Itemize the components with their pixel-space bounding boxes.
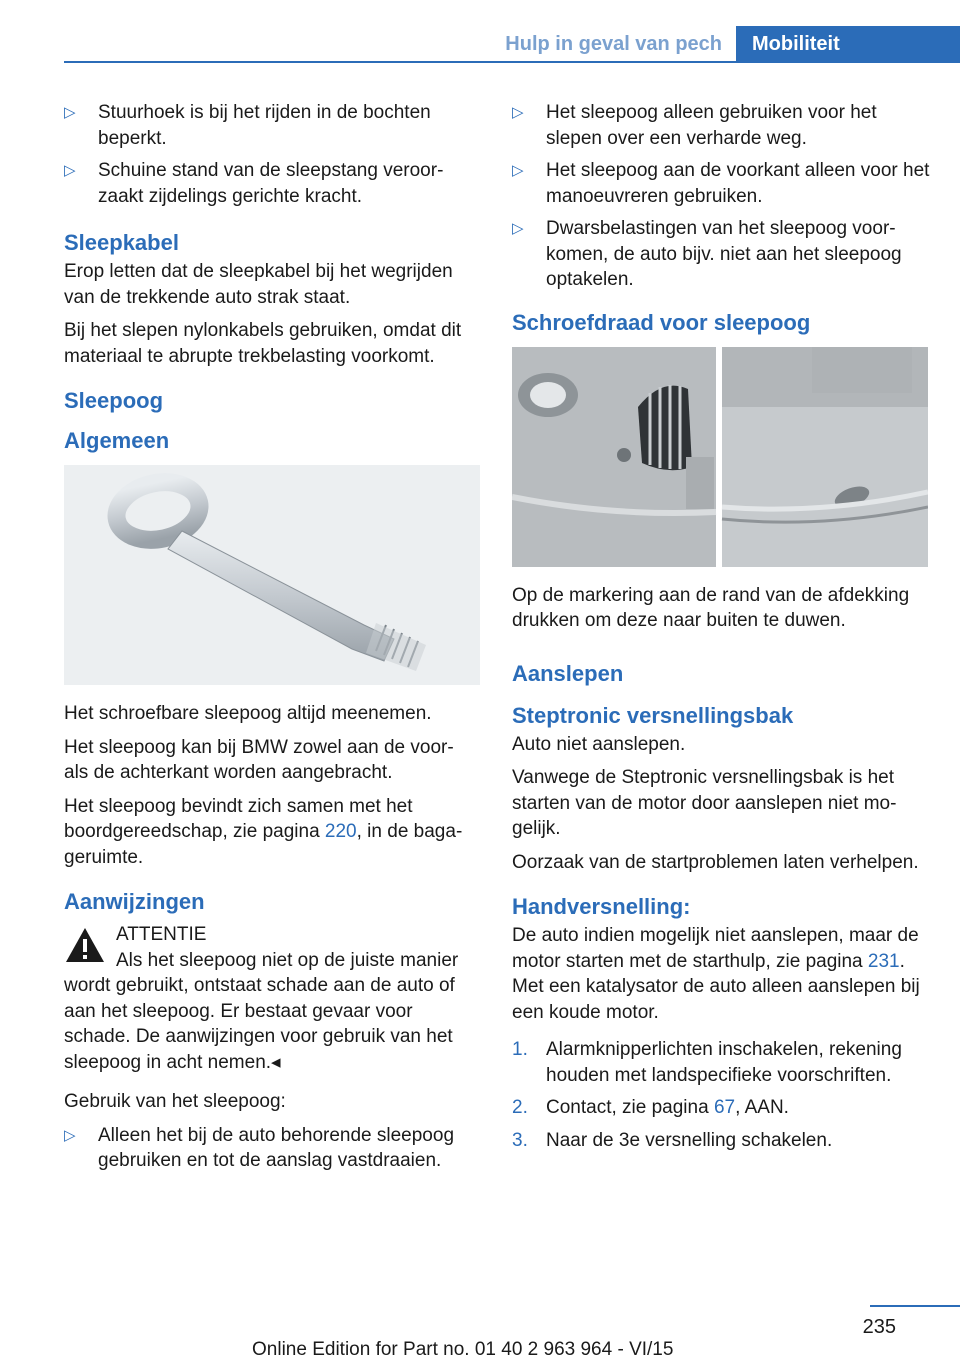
list-item: ▷ Schuine stand van de sleepstang veroorzaakt zijdelings gerichte kracht.	[64, 160, 444, 207]
list-item: 3. Naar de 3e versnelling schakelen.	[512, 1129, 833, 1151]
heading-sleepoog: Sleepoog	[64, 388, 164, 413]
paragraph: Erop letten dat de sleepkabel bij het wegrijden van de trekkende auto strak staat.	[64, 261, 453, 308]
heading-schroefdraad: Schroefdraad voor sleepoog	[512, 309, 811, 335]
list-item: ▷ Stuurhoek is bij het rijden in de bochten beperkt.	[64, 102, 431, 149]
list-item: ▷ Dwarsbelastingen van het sleepoog voorkomen, de auto bijv. niet aan het sleepoog optakelen.	[512, 218, 902, 290]
paragraph: Bij het slepen nylonkabels gebruiken, omdat dit materiaal te abrupte trekbelasting voorkomt.	[64, 320, 462, 367]
warning-box	[64, 922, 482, 1075]
page-link-220[interactable]: 220	[324, 821, 357, 842]
paragraph: Het sleepoog kan bij BMW zowel aan de voor- als de achterkant worden aangebracht.	[64, 736, 454, 783]
triangle-bullet-icon: ▷	[64, 162, 76, 179]
page-link-67[interactable]: 67	[713, 1097, 736, 1118]
heading-handversnelling: Handversnelling:	[512, 894, 691, 919]
header-section-title: Hulp in geval van pech	[505, 33, 722, 55]
warning-text: wordt gebruikt, ontstaat schade aan de auto of aan het sleepoog. Er bestaat gevaar voor schade. De aanwijzingen voor gebruik van het sleepoog in acht nemen.◂	[64, 975, 455, 1073]
header-chapter-tab: Mobiliteit	[736, 26, 960, 62]
bullet-list-top-left	[64, 100, 482, 209]
bullet-list-top-right	[512, 100, 930, 293]
list-item: ▷ Alleen het bij de auto behorende sleepoog gebruiken en tot de aanslag vastdraaien.	[64, 1124, 455, 1171]
warning-text-first-line: Als het sleepoog niet op de juiste manier	[116, 949, 459, 971]
car-bumper-icon	[512, 347, 928, 567]
page-number: 235	[862, 1316, 896, 1338]
heading-algemeen: Algemeen	[64, 428, 170, 453]
list-item: ▷ Het sleepoog aan de voorkant alleen voor het manoeuvreren gebruiken.	[512, 160, 930, 207]
paragraph: Op de markering aan de rand van de afdekking drukken om deze naar buiten te duwen.	[512, 584, 910, 631]
triangle-bullet-icon: ▷	[64, 1126, 76, 1144]
footer-edition: Online Edition for Part no. 01 40 2 963 964 - VI/15	[252, 1339, 674, 1360]
bumper-photo	[512, 347, 928, 567]
bullet-list-bottom-left	[64, 1123, 482, 1174]
paragraph: Het schroefbare sleepoog altijd meenemen.	[64, 703, 432, 724]
paragraph: Vanwege de Steptronic versnellingsbak is het starten van de motor door aanslepen niet mogelijk.	[512, 767, 897, 839]
paragraph: Het sleepoog bevindt zich samen met het boordgereedschap, zie pagina 220, in de bagageruimte.	[64, 795, 463, 868]
header-rule	[64, 61, 960, 63]
tow-eye-illustration	[64, 465, 480, 685]
right-column	[512, 100, 930, 1160]
paragraph: Auto niet aanslepen.	[512, 733, 686, 755]
warning-triangle-icon	[64, 926, 106, 964]
heading-aanslepen: Aanslepen	[512, 660, 624, 686]
paragraph: Gebruik van het sleepoog:	[64, 1091, 286, 1112]
heading-sleepkabel: Sleepkabel	[64, 230, 179, 255]
paragraph: De auto indien mogelijk niet aanslepen, maar de motor starten met de starthulp, zie pagina 231. Met een katalysator de auto alleen aanslepen bij een koude motor.	[512, 925, 920, 1023]
list-item: ▷ Het sleepoog alleen gebruiken voor het slepen over een verharde weg.	[512, 102, 877, 149]
list-item: 1. Alarmknipperlichten inschakelen, rekening houden met landspecifieke voorschriften.	[512, 1039, 902, 1086]
footer-rule	[870, 1305, 960, 1307]
page-link-231[interactable]: 231	[867, 950, 900, 972]
triangle-bullet-icon: ▷	[512, 220, 524, 237]
heading-aanwijzingen: Aanwijzingen	[64, 889, 205, 914]
triangle-bullet-icon: ▷	[64, 104, 76, 121]
heading-steptronic: Steptronic versnellingsbak	[512, 702, 794, 728]
steps-list	[512, 1037, 930, 1153]
triangle-bullet-icon: ▷	[512, 162, 524, 179]
warning-title: ATTENTIE	[116, 924, 207, 945]
paragraph: Oorzaak van de startproblemen laten verhelpen.	[512, 851, 919, 873]
list-item: 2. Contact, zie pagina 67, AAN.	[512, 1097, 789, 1118]
left-column	[64, 100, 482, 1188]
tow-eye-icon	[64, 465, 480, 685]
triangle-bullet-icon: ▷	[512, 104, 524, 121]
